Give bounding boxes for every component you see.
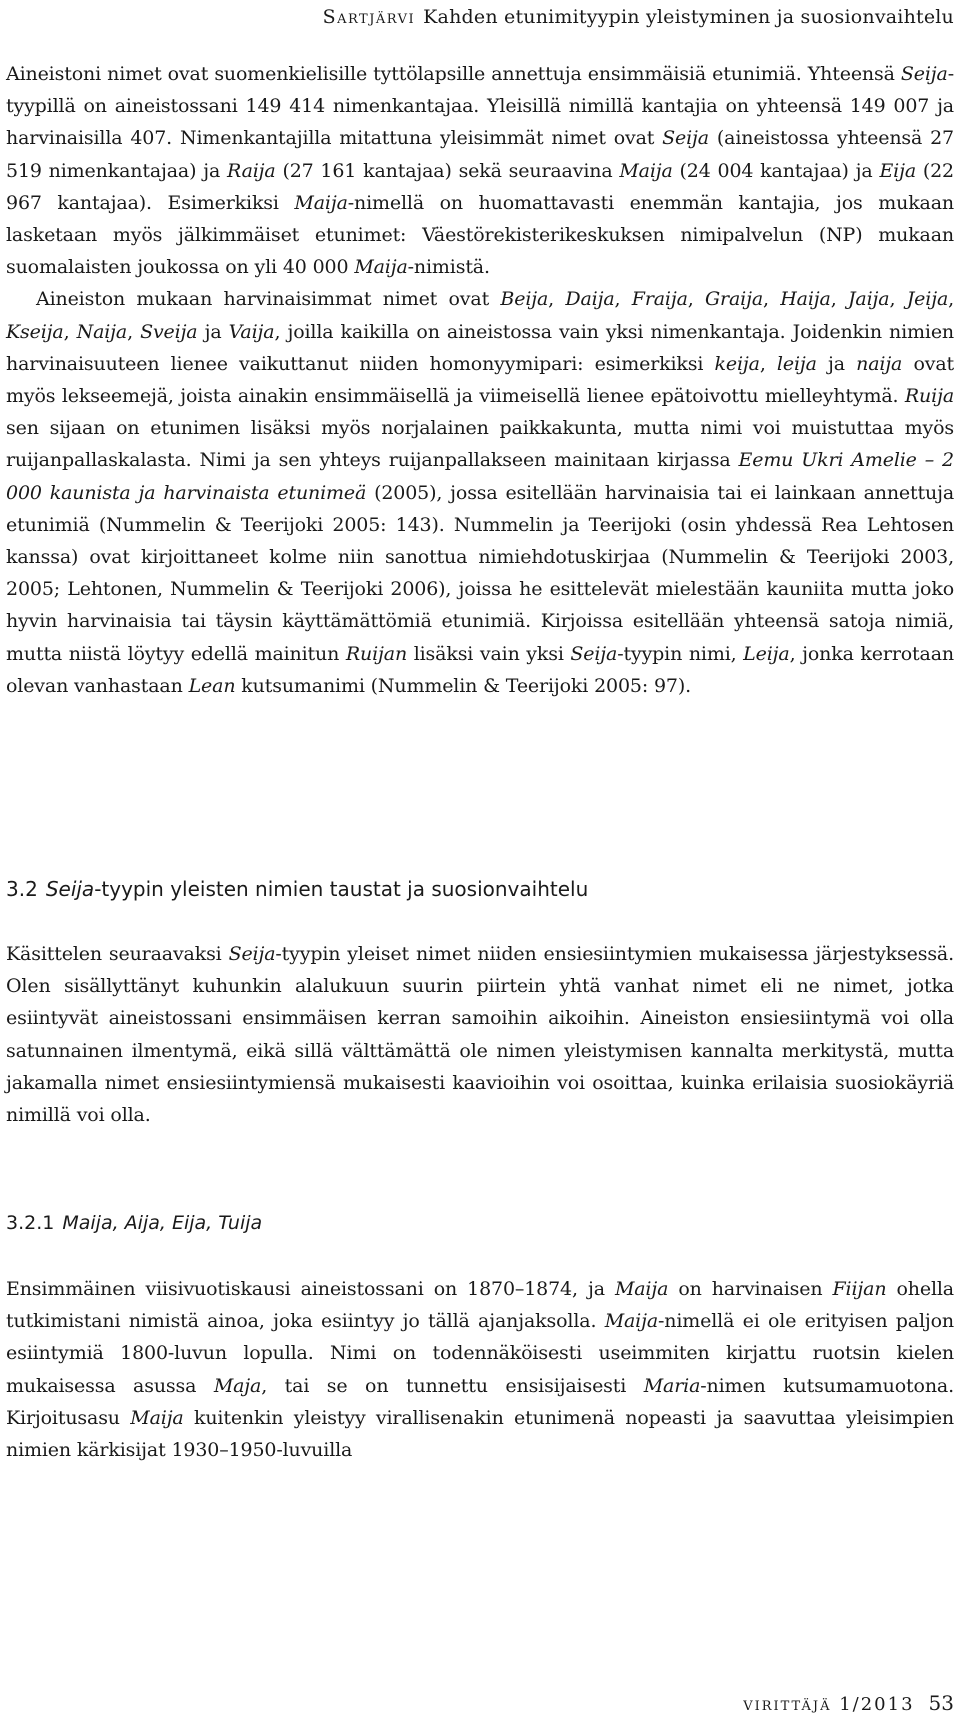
- section-title-rest: -tyypin yleisten nimien taustat ja suosionvaihtelu: [94, 877, 589, 901]
- section-body-3-2: [6, 938, 954, 1131]
- page-number: 53: [928, 1691, 954, 1715]
- italic-run: keija: [714, 352, 760, 375]
- italic-run: Seija: [662, 127, 709, 150]
- italic-run: Ruija: [904, 385, 954, 408]
- italic-run: Lean: [188, 674, 236, 697]
- italic-run: Raija: [226, 159, 276, 182]
- italic-run: Maija: [130, 1406, 184, 1429]
- italic-run: Daija: [565, 288, 615, 311]
- italic-run: Vaija: [228, 320, 275, 343]
- section-body-intro: [6, 58, 954, 702]
- italic-run: Leija: [743, 642, 790, 665]
- italic-run: Seija: [900, 63, 948, 85]
- italic-run: Kseija: [6, 320, 64, 343]
- italic-run: Eija: [879, 159, 917, 182]
- section-heading-3-2: [6, 877, 588, 901]
- italic-run: Jeija: [906, 288, 949, 311]
- section-title-italic: Maija, Aija, Eija, Tuija: [62, 1212, 263, 1234]
- journal-issue: virittäjä 1/2013: [743, 1694, 915, 1715]
- italic-run: Fiijan: [832, 1278, 887, 1300]
- paragraph: Ensimmäinen viisivuotiskausi aineistossani on 1870–1874, ja Maija on harvinaisen Fiijan ohella tutkimistani nimistä ainoa, joka esiintyy jo tällä ajanjaksolla. Maija-nimellä ei ole erityisen paljon esiintymiä 1800-luvun lopulla. Nimi on todennäköisesti useimmiten kirjattu ruotsin kielen mukaisessa asussa Maja, tai se on tunnettu ensisijaisesti Maria-nimen kutsumamuotona. Kirjoitusasu Maija kuitenkin yleistyy virallisenakin etunimenä nopeasti ja saavuttaa yleisimpien nimien kärkisijat 1930–1950-luvuilla: [6, 1278, 954, 1462]
- italic-run: Maija: [619, 159, 673, 182]
- italic-run: Seija: [570, 642, 618, 665]
- italic-run: leija: [776, 352, 817, 375]
- italic-run: Eemu Ukri Amelie – 2 000 kaunista ja harvinaista etunimeä: [6, 449, 954, 504]
- page-footer: [743, 1691, 954, 1715]
- italic-run: Naija: [76, 320, 128, 343]
- italic-run: Maija: [354, 256, 408, 279]
- running-header-title: Kahden etunimityypin yleistyminen ja suosionvaihtelu: [423, 6, 954, 28]
- paragraph: Aineiston mukaan harvinaisimmat nimet ovat Beija, Daija, Fraija, Graija, Haija, Jaija, Jeija, Kseija, Naija, Sveija ja Vaija, joilla kaikilla on aineistossa vain yksi nimenkantaja. Joidenkin nimien harvinaisuuteen lienee vaikuttanut niiden homonyymipari: esimerkiksi keija, leija ja naija ovat myös lekseemejä, joista ainakin ensimmäisellä ja viimeisellä lienee epätoivottu mielleyhtymä. Ruija sen sijaan on etunimen lisäksi myös norjalainen paikkakunta, mutta nimi voi muistuttaa myös ruijanpallaskalasta. Nimi ja sen yhteys ruijanpallakseen mainitaan kirjassa Eemu Ukri Amelie – 2 000 kaunista ja harvinaista etunimeä (2005), jossa esitellään harvinaisia tai ei lainkaan annettuja etunimiä (Nummelin & Teerijoki 2005: 143). Nummelin ja Teerijoki (osin yhdessä Rea Lehtosen kanssa) ovat kirjoittaneet kolme niin sanottua nimiehdotuskirjaa (Nummelin & Teerijoki 2003, 2005; Lehtonen, Nummelin & Teerijoki 2006), joissa he esittelevät mielestään kauniita mutta joko hyvin harvinaisia tai täysin käyttämättömiä etunimiä. Kirjoissa esitellään yhteensä satoja nimiä, mutta niistä löytyy edellä mainitun Ruijan lisäksi vain yksi Seija-tyypin nimi, Leija, jonka kerrotaan olevan vanhastaan Lean kutsumanimi (Nummelin & Teerijoki 2005: 97).: [6, 288, 955, 697]
- italic-run: Maija: [604, 1310, 659, 1333]
- paragraph: Aineistoni nimet ovat suomenkielisille tyttölapsille annettuja ensimmäisiä etunimiä. Yhteensä Seija-tyypillä on aineistossani 149 414 nimenkantajaa. Yleisillä nimillä kantajia on yhteensä 149 007 ja harvinaisilla 407. Nimenkantajilla mitattuna yleisimmät nimet ovat Seija (aineistossa yhteensä 27 519 nimenkantajaa) ja Raija (27 161 kantajaa) sekä seuraavina Maija (24 004 kantajaa) ja Eija (22 967 kantajaa). Esimerkiksi Maija-nimellä on huomattavasti enemmän kantajia, jos mukaan lasketaan myös jälkimmäiset etunimet: Väestörekisterikeskuksen nimipalvelun (NP) mukaan suomalaisten joukossa on yli 40 000 Maija-nimistä.: [6, 63, 955, 279]
- italic-run: Maija: [614, 1278, 669, 1300]
- running-header-author: Sartjärvi: [322, 6, 416, 28]
- italic-run: Graija: [705, 288, 764, 311]
- italic-run: Maja: [213, 1374, 262, 1397]
- paragraph: Käsittelen seuraavaksi Seija-tyypin yleiset nimet niiden ensiesiintymien mukaisessa järjestyksessä. Olen sisällyttänyt kuhunkin alalukuun suurin piirtein yhtä vanhat nimet eli ne nimet, jotka esiintyvät aineistossani ensimmäisen kerran samoihin aikoihin. Aineiston ensiesiintymä voi olla satunnainen ilmentymä, eikä sillä välttämättä ole nimen yleistymisen kannalta merkitystä, mutta jakamalla nimet ensiesiintymiensä mukaisesti kaavioihin voi osoittaa, kuinka erilaisia suosiokäyriä nimillä voi olla.: [6, 943, 955, 1127]
- italic-run: Beija: [500, 288, 549, 311]
- italic-run: Haija: [780, 288, 831, 311]
- section-number: 3.2.1: [6, 1212, 55, 1234]
- section-number: 3.2: [6, 877, 38, 901]
- italic-run: Seija: [228, 943, 276, 965]
- italic-run: Sveija: [140, 320, 198, 343]
- italic-run: naija: [856, 352, 903, 375]
- section-body-3-2-1: [6, 1273, 954, 1466]
- italic-run: Jaija: [847, 288, 890, 311]
- italic-run: Ruijan: [345, 642, 408, 665]
- section-heading-3-2-1: [6, 1212, 262, 1234]
- running-header: [323, 6, 954, 28]
- italic-run: Maria: [643, 1374, 701, 1397]
- italic-run: Fraija: [631, 288, 688, 311]
- section-title-italic: Seija: [45, 877, 95, 901]
- italic-run: Maija: [294, 191, 348, 214]
